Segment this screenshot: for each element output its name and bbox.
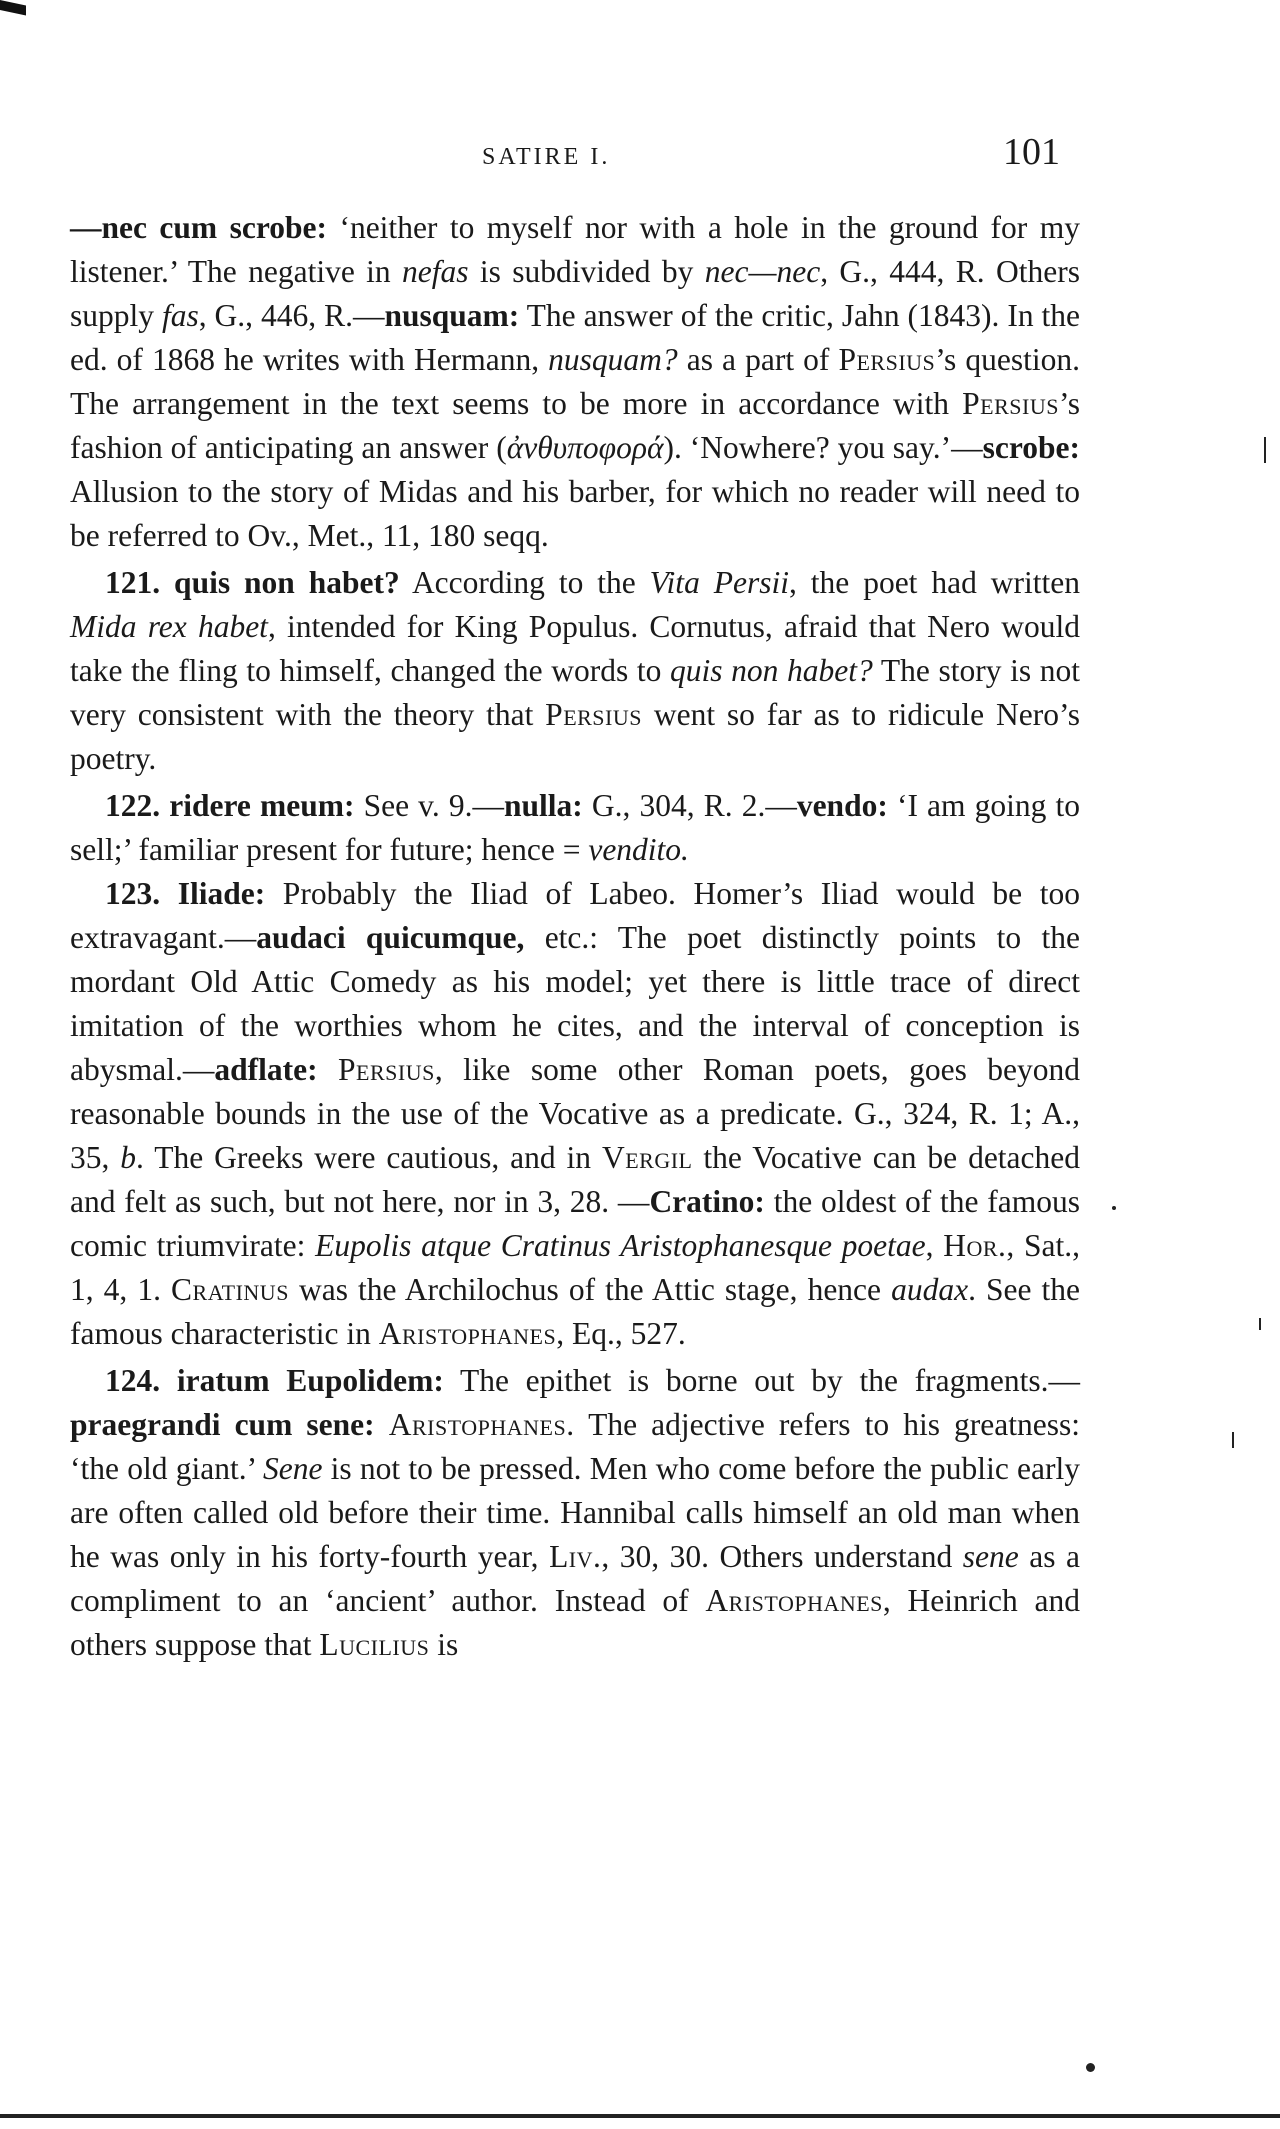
bottom-dot-mark [1086, 2063, 1095, 2072]
entry-121 [70, 561, 1080, 781]
italic-run: fas [161, 298, 199, 333]
text-run: was the Archilochus of the Attic stage, hence [288, 1272, 892, 1307]
lemma: —nec cum scrobe: [70, 210, 328, 245]
text-run: , Heinrich and others suppose that [70, 1583, 1080, 1662]
text-run: , G., 446, R.— [198, 298, 385, 333]
lemma: scrobe: [982, 430, 1080, 465]
text-run: as a part of [677, 342, 839, 377]
text-run: , like some other Roman poets, goes beyond reasonable bounds in the use of the Vocative as a predicate. G., 324, R. 1; A., 35, [70, 1052, 1081, 1175]
greek-term: ἀνθυποφορά [506, 430, 664, 465]
running-title: SATIRE I. [482, 144, 611, 170]
text-run: went so far as to ridicule Nero’s poetry. [70, 697, 1080, 776]
small-caps-name: Persius [838, 342, 936, 377]
small-caps-name: Aristophanes. [388, 1407, 575, 1442]
text-run: is subdivided by [468, 254, 705, 289]
text-run: ). ‘Nowhere? you say.’— [663, 430, 983, 465]
margin-tick-mark [1232, 1432, 1234, 1448]
italic-run: nec—nec [704, 254, 821, 289]
text-run [375, 1407, 389, 1442]
text-run: , Sat., 1, 4, 1. [70, 1228, 1080, 1307]
italic-run: b [120, 1140, 137, 1175]
text-run: the Vocative can be detached and felt as such, but not here, nor in 3, 28. — [70, 1140, 1080, 1219]
text-run: , Eq., 527. [556, 1316, 686, 1351]
entry-123 [70, 872, 1080, 1356]
page-number: 101 [1003, 131, 1060, 173]
italic-run: sene [962, 1539, 1019, 1574]
text-run: The story is not very consistent with the theory that [70, 653, 1080, 732]
text-run: , intended for King Populus. Cornutus, afraid that Nero would take the fling to himself, changed the words to [70, 609, 1080, 688]
lemma: adflate: [214, 1052, 318, 1087]
text-run: Probably the Iliad of Labeo. Homer’s Iliad would be too extravagant.— [70, 876, 1080, 955]
lemma: nusquam: [384, 298, 520, 333]
scan-edge-rule [0, 2114, 1280, 2118]
paragraph-continuation [70, 206, 1080, 558]
italic-run: vendito. [588, 832, 689, 867]
text-run: , 30, 30. Others understand [601, 1539, 963, 1574]
small-caps-name: Liv. [549, 1539, 602, 1574]
entry-124 [70, 1359, 1080, 1667]
lemma: 124. iratum Eupolidem: [105, 1363, 444, 1398]
text-run: G., 304, R. 2.— [582, 788, 797, 823]
text-run: , [925, 1228, 944, 1263]
text-run: Allusion to the story of Midas and his barber, for which no reader will need to be referred to Ov., Met., 11, 180 seqq. [70, 474, 1080, 553]
text-run: is [429, 1627, 459, 1662]
lemma: 122. ridere meum: [105, 788, 355, 823]
lemma: 123. Iliade: [105, 876, 266, 911]
lemma: vendo: [796, 788, 888, 823]
entry-122 [70, 784, 1080, 872]
small-caps-name: Aristophanes [378, 1316, 557, 1351]
lemma: 121. quis non habet? [105, 565, 400, 600]
small-caps-name: Persius [962, 386, 1059, 421]
italic-run: nefas [402, 254, 469, 289]
text-run: the oldest of the famous comic triumvirate: [70, 1184, 1080, 1263]
text-run: ‘neither to myself nor with a hole in the ground for my listener.’ The negative in [70, 210, 1080, 289]
italic-run: Eupolis atque Cratinus Aristophanesque poetae [315, 1228, 926, 1263]
small-caps-name: Vergil [601, 1140, 693, 1175]
small-caps-name: Aristophanes [705, 1583, 883, 1618]
italic-run: audax [891, 1272, 969, 1307]
small-caps-name: Lucilius [319, 1627, 430, 1662]
lemma: nulla: [503, 788, 583, 823]
italic-run: quis non habet? [669, 653, 873, 688]
text-run: The answer of the critic, Jahn (1843). In the ed. of 1868 he writes with Hermann, [70, 298, 1081, 377]
text-run: ’s question. The arrangement in the text seems to be more in accordance with [70, 342, 1080, 421]
text-run: is not to be pressed. Men who come before the public early are often called old before their time. Hannibal calls himself an old man when he was only in his forty-fourth year, [70, 1451, 1080, 1574]
small-caps-name: Hor. [943, 1228, 1007, 1263]
small-caps-name: Cratinus [171, 1272, 289, 1307]
text-run: etc.: The poet distinctly points to the mordant Old Attic Comedy as his model; yet there is little trace of direct imitation of the worthies whom he cites, and the interval of conception is abysmal.— [70, 920, 1080, 1087]
commentary-body [70, 206, 1080, 1667]
running-head [0, 130, 1280, 173]
text-run: , G., 444, R. Others supply [70, 254, 1080, 333]
text-run: as a compliment to an ‘ancient’ author. Instead of [70, 1539, 1080, 1618]
text-run: ‘I am going to sell;’ familiar present for future; hence = [70, 788, 1080, 867]
italic-run: Sene [262, 1451, 323, 1486]
margin-dot-mark [1112, 1206, 1116, 1210]
margin-tick-mark [1259, 1318, 1261, 1330]
text-run: The epithet is borne out by the fragments.— [443, 1363, 1080, 1398]
text-run: . See the famous characteristic in [70, 1272, 1080, 1351]
italic-run: Mida rex habet [70, 609, 268, 644]
text-run: The adjective refers to his greatness: ‘the old giant.’ [70, 1407, 1080, 1486]
lemma: praegrandi cum sene: [70, 1407, 375, 1442]
text-run: According to the [399, 565, 650, 600]
lemma: Cratino: [649, 1184, 765, 1219]
scan-corner-mark [0, 0, 26, 16]
margin-tick-mark [1264, 437, 1266, 463]
italic-run: nusquam? [548, 342, 678, 377]
text-run: See v. 9.— [354, 788, 504, 823]
small-caps-name: Persius [545, 697, 642, 732]
text-run: ’s fashion of anticipating an answer ( [70, 386, 1080, 465]
text-run: , the poet had written [788, 565, 1080, 600]
small-caps-name: Persius [338, 1052, 435, 1087]
italic-run: Vita Persii [649, 565, 789, 600]
text-run: . The Greeks were cautious, and in [136, 1140, 602, 1175]
text-run [318, 1052, 338, 1087]
lemma: audaci quicumque, [256, 920, 525, 955]
